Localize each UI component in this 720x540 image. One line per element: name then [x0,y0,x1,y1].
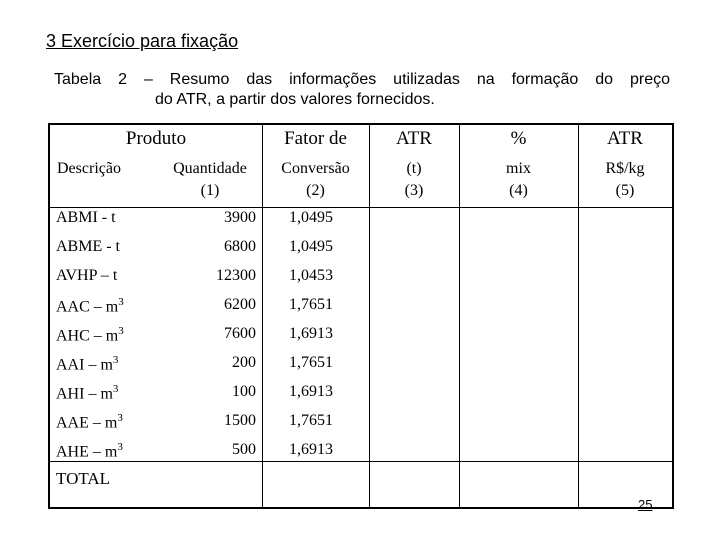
cell-descricao [56,441,123,461]
unit-exponent: 3 [118,325,124,337]
cell-quantidade: 500 [232,441,256,458]
cell-descricao-text: AAI – m [56,356,113,374]
header-mix-number: (4) [509,182,528,199]
total-divider [50,461,672,462]
cell-quantidade: 6800 [224,238,256,255]
cell-fator: 1,6913 [289,441,333,458]
header-produto: Produto [125,128,187,149]
header-divider [50,207,672,208]
cell-descricao [56,296,124,316]
header-quantidade: Quantidade [173,160,247,177]
header-atr-kg: ATR [607,128,643,149]
cell-quantidade: 7600 [224,325,256,342]
cell-descricao [56,354,118,374]
cell-descricao [56,325,124,345]
cell-quantidade: 100 [232,383,256,400]
unit-exponent: 3 [112,354,119,366]
cell-fator: 1,7651 [289,412,333,429]
table-caption-line-2: do ATR, a partir dos valores fornecidos. [155,91,435,108]
total-label: TOTAL [56,469,111,488]
header-fator-number: (2) [306,182,325,199]
cell-descricao [56,209,116,227]
cell-descricao-text: AHE – m [56,443,118,461]
cell-fator: 1,0453 [289,267,333,284]
cell-quantidade: 12300 [216,267,256,284]
section-heading: 3 Exercício para fixação [46,31,239,51]
page-number [638,497,652,512]
cell-descricao [56,412,123,432]
cell-fator: 1,0495 [289,209,333,226]
column-divider [459,125,460,507]
cell-descricao [56,383,118,403]
cell-fator: 1,7651 [289,296,333,313]
table-caption-line-1: Tabela 2 – Resumo das informações utilizadas na formação do preço [54,71,670,88]
cell-descricao-text: AAE – m [56,414,118,432]
column-divider [578,125,579,507]
cell-descricao-text: ABME - t [56,238,120,255]
header-rs-kg: R$/kg [605,160,645,177]
column-divider [369,125,370,507]
summary-table [48,123,674,509]
header-mix: mix [506,160,531,177]
cell-fator: 1,7651 [289,354,333,371]
header-descricao: Descrição [57,160,121,177]
cell-descricao-text: AAC – m [56,298,119,316]
cell-fator: 1,6913 [289,325,333,342]
cell-fator: 1,6913 [289,383,333,400]
cell-descricao-text: AVHP – t [56,267,118,284]
cell-descricao-text: ABMI - t [56,209,116,226]
cell-descricao [56,267,117,285]
cell-quantidade: 1500 [224,412,256,429]
header-conversao: Conversão [281,160,350,177]
cell-descricao-text: AHI – m [56,385,113,403]
unit-exponent: 3 [112,383,119,395]
header-fator-de: Fator de [284,128,347,149]
column-divider [262,125,263,507]
header-atr-t: ATR [396,128,432,149]
header-atr-unit: (t) [406,160,422,177]
unit-exponent: 3 [117,441,123,453]
cell-quantidade: 200 [232,354,256,371]
header-percent: % [510,128,527,149]
cell-descricao-text: AHC – m [56,327,119,345]
cell-quantidade: 6200 [224,296,256,313]
header-atr-number: (3) [404,182,424,199]
unit-exponent: 3 [118,296,124,308]
cell-quantidade: 3900 [224,209,256,226]
header-atr-kg-number: (5) [615,182,635,199]
header-quantidade-number: (1) [200,182,220,199]
table-caption [54,70,670,110]
cell-fator: 1,0495 [289,238,333,255]
page-number-value: 25 [638,497,653,512]
unit-exponent: 3 [117,412,123,424]
cell-descricao [56,238,120,256]
